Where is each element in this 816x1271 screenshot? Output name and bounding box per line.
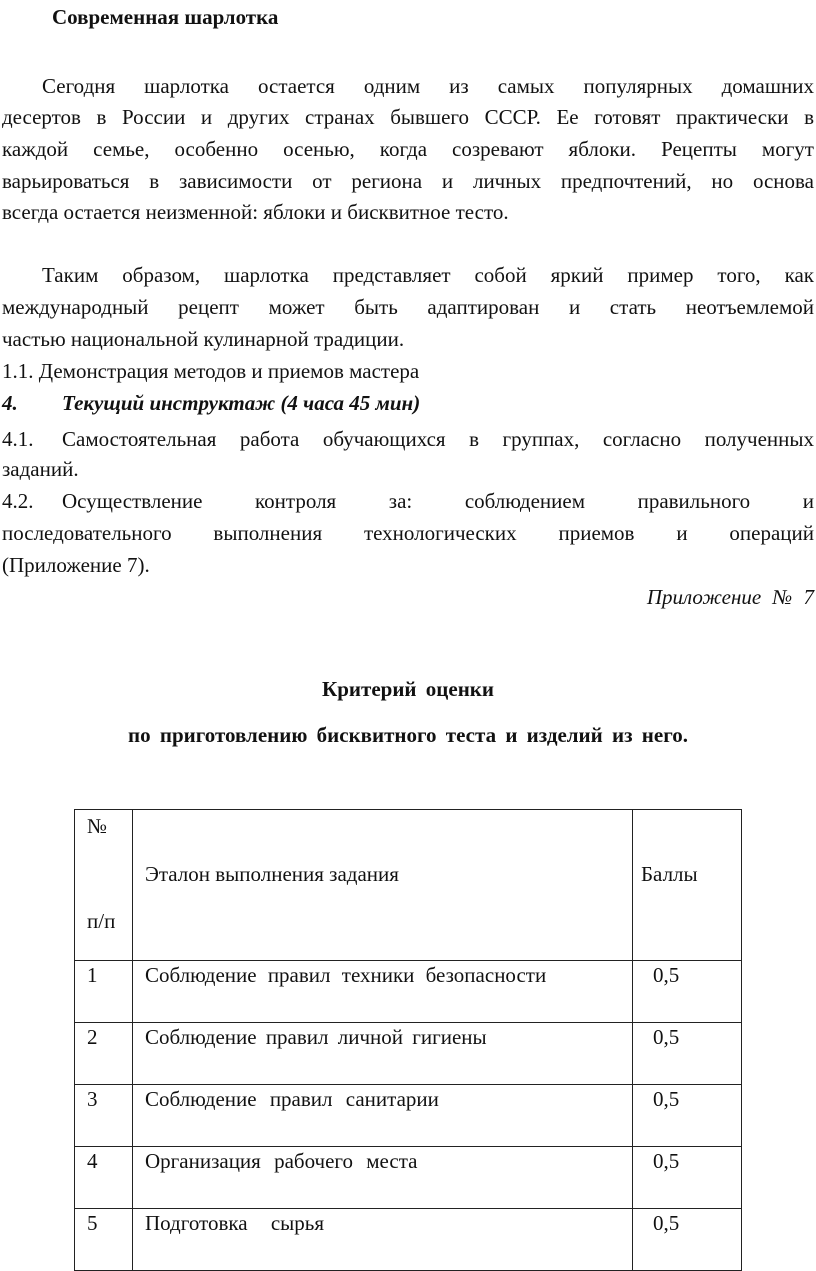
section-title: Современная шарлотка [52,5,279,29]
row-score: 0,5 [633,1209,742,1271]
para1-line-3: каждой семье, особенно осенью, когда созревают яблоки. Рецепты могут [2,137,814,161]
criteria-subtitle: по приготовлению бисквитного теста и изделий из него. [128,723,688,747]
header-number-sign: № [87,814,108,838]
table-row [75,1085,742,1147]
item-4-2-cont-1: последовательного выполнения технологических приемов и операций [2,521,814,545]
row-score: 0,5 [633,1085,742,1147]
table-row [75,1147,742,1209]
row-criterion: Соблюдение правил санитарии [133,1085,633,1147]
row-number: 5 [75,1209,133,1271]
row-score: 0,5 [633,1147,742,1209]
header-score: Баллы [633,810,742,961]
row-score: 0,5 [633,961,742,1023]
para1-line-2: десертов в России и других странах бывшего СССР. Ее готовят практически в [2,105,814,129]
appendix-label: Приложение № 7 [646,585,814,609]
criteria-title: Критерий оценки [322,677,494,701]
header-number-cell [75,810,133,961]
item-4-1 [2,426,814,452]
item-4-2-cont-2: (Приложение 7). [2,553,150,577]
row-score: 0,5 [633,1023,742,1085]
row-criterion: Организация рабочего места [133,1147,633,1209]
item-4-1-cont: заданий. [2,457,79,481]
table-row [75,1023,742,1085]
item-4-text: Текущий инструктаж (4 часа 45 мин) [62,391,421,415]
item-4-2 [2,488,814,514]
para1-line-5: всегда остается неизменной: яблоки и бисквитное тесто. [2,200,509,224]
item-4-1-text: Самостоятельная работа обучающихся в группах, согласно полученных [62,427,814,451]
item-1-1: 1.1. Демонстрация методов и приемов мастера [2,359,420,383]
para2-line-2: международный рецепт может быть адаптирован и стать неотъемлемой [2,295,814,319]
table-row [75,1209,742,1271]
para1-line-1: Сегодня шарлотка остается одним из самых популярных домашних [42,74,814,98]
item-4-2-text: Осуществление контроля за: соблюдением правильного и [62,489,814,513]
item-4-2-number: 4.2. [2,489,34,513]
row-criterion: Подготовка сырья [133,1209,633,1271]
item-4-1-number: 4.1. [2,427,34,451]
row-number: 4 [75,1147,133,1209]
row-criterion: Соблюдение правил личной гигиены [133,1023,633,1085]
para2-line-3: частью национальной кулинарной традиции. [2,327,405,351]
header-number-pp: п/п [87,909,116,933]
row-number: 3 [75,1085,133,1147]
row-number: 2 [75,1023,133,1085]
para2-line-1: Таким образом, шарлотка представляет собой яркий пример того, как [42,263,814,287]
criteria-table [74,809,742,1271]
para1-line-4: варьироваться в зависимости от региона и личных предпочтений, но основа [2,169,814,193]
item-4 [2,390,814,416]
table-header-row [75,810,742,961]
header-standard: Эталон выполнения задания [133,810,633,961]
table-row [75,961,742,1023]
row-criterion: Соблюдение правил техники безопасности [133,961,633,1023]
item-4-number: 4. [2,391,18,415]
row-number: 1 [75,961,133,1023]
